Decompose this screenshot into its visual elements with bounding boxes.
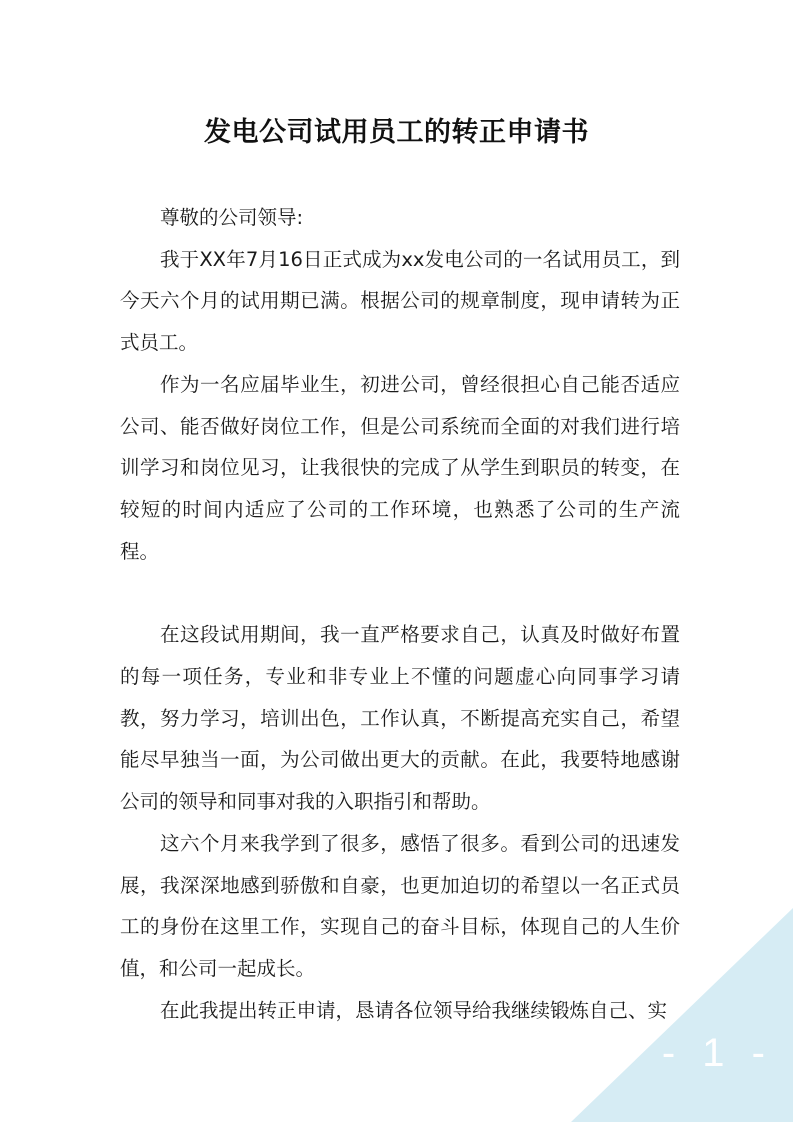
paragraph-gap <box>120 572 680 614</box>
page-number: - 1 - <box>661 1031 773 1075</box>
document-body <box>120 197 680 1031</box>
paragraph-1: 我于XX年7月16日正式成为xx发电公司的一名试用员工，到今天六个月的试用期已满。根据公司的规章制度，现申请转为正式员工。 <box>120 247 680 355</box>
document-title: 发电公司试用员工的转正申请书 <box>204 117 589 148</box>
paragraph-5: 在此我提出转正申请，恳请各位领导给我继续锻炼自己、实 <box>160 998 668 1022</box>
paragraph-2: 作为一名应届毕业生，初进公司，曾经很担心自己能否适应公司、能否做好岗位工作，但是公司系统而全面的对我们进行培训学习和岗位见习，让我很快的完成了从学生到职员的转变，在较短的时间内适应了公司的工作环境，也熟悉了公司的生产流程。 <box>120 372 680 563</box>
paragraph-4: 这六个月来我学到了很多，感悟了很多。看到公司的迅速发展，我深深地感到骄傲和自豪，也更加迫切的希望以一名正式员工的身份在这里工作，实现自己的奋斗目标，体现自己的人生价值，和公司一起成长。 <box>120 831 680 980</box>
corner-triangle-decoration <box>571 908 793 1122</box>
salutation: 尊敬的公司领导: <box>160 206 304 229</box>
paragraph-3: 在这段试用期间，我一直严格要求自己，认真及时做好布置的每一项任务，专业和非专业上不懂的问题虚心向同事学习请教，努力学习，培训出色，工作认真，不断提高充实自己，希望能尽早独当一面，为公司做出更大的贡献。在此，我要特地感谢公司的领导和同事对我的入职指引和帮助。 <box>120 623 680 814</box>
